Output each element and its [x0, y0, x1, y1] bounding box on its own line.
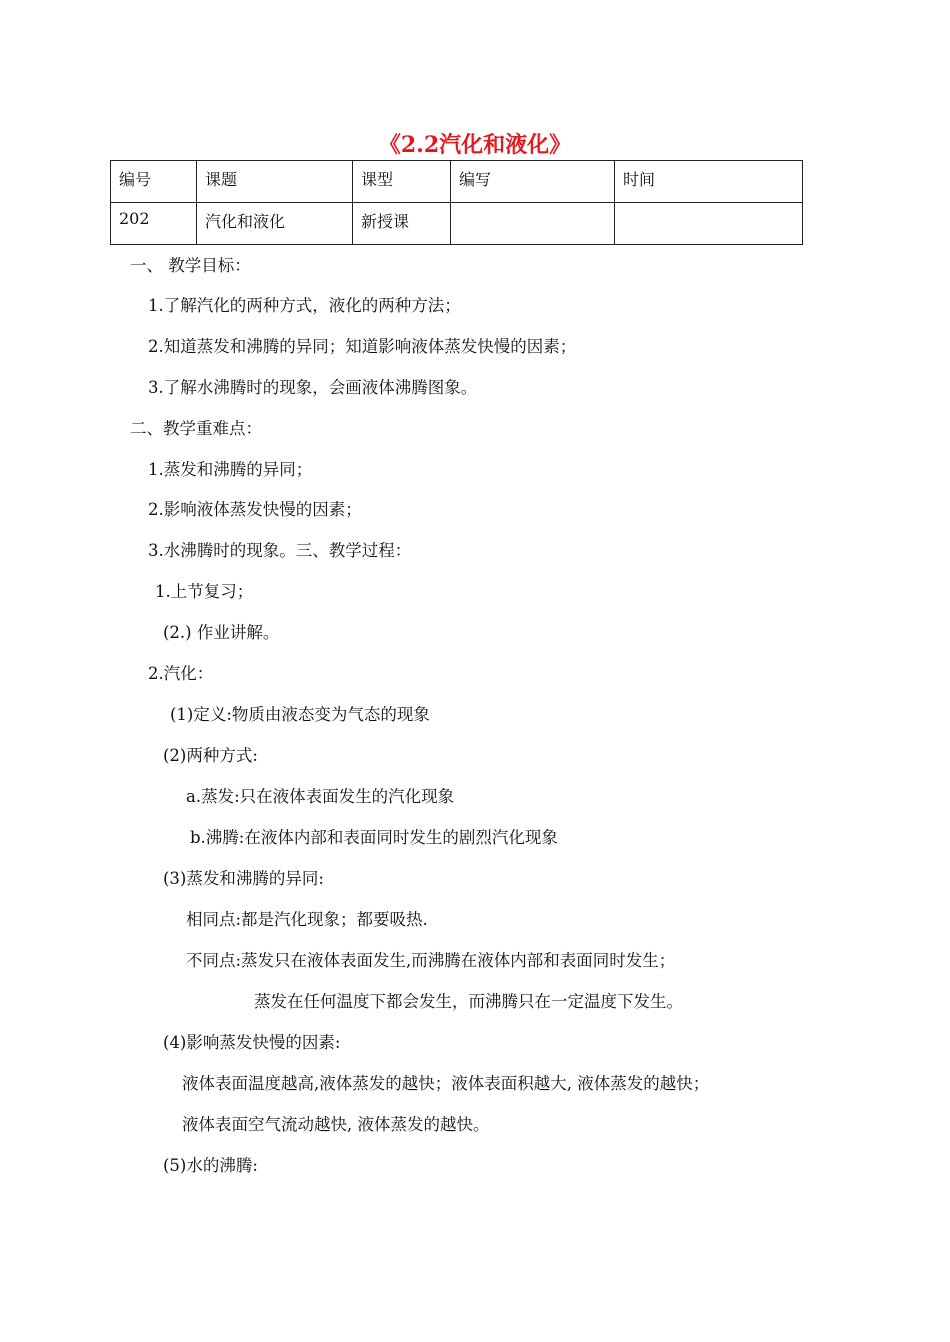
text-line: a.蒸发:只在液体表面发生的汽化现象 [186, 787, 455, 806]
table-cell: 编写 [451, 161, 615, 203]
table-cell: 课题 [197, 161, 353, 203]
table-cell: 时间 [615, 161, 803, 203]
text-line: (2)两种方式: [163, 746, 258, 765]
text-line: (5)水的沸腾: [163, 1156, 258, 1175]
text-line: (3)蒸发和沸腾的异同: [163, 869, 324, 888]
table-header-row [111, 161, 803, 203]
document-title: 《2.2汽化和液化》 [378, 132, 572, 158]
table-cell: 新授课 [353, 203, 451, 245]
text-line: 不同点:蒸发只在液体表面发生,而沸腾在液体内部和表面同时发生； [186, 951, 676, 970]
section-heading: 二、教学重难点： [130, 419, 262, 438]
text-line: (4)影响蒸发快慢的因素: [163, 1033, 341, 1052]
section-heading: 一、 教学目标： [130, 256, 251, 275]
text-line: 2.影响液体蒸发快慢的因素； [148, 500, 362, 519]
text-line: 2.知道蒸发和沸腾的异同；知道影响液体蒸发快慢的因素； [148, 337, 577, 356]
text-line: 液体表面温度越高,液体蒸发的越快；液体表面积越大, 液体蒸发的越快； [182, 1074, 710, 1093]
text-line: 2.汽化： [148, 664, 214, 683]
text-line: 3.了解水沸腾时的现象，会画液体沸腾图象。 [148, 378, 478, 397]
text-line: 1.了解汽化的两种方式，液化的两种方法； [148, 296, 461, 315]
text-line: (2.) 作业讲解。 [163, 623, 280, 642]
text-line: 相同点:都是汽化现象；都要吸热. [186, 910, 428, 929]
table-cell: 汽化和液化 [197, 203, 353, 245]
text-line: 3.水沸腾时的现象。三、教学过程： [148, 541, 412, 560]
text-line: 1.蒸发和沸腾的异同； [148, 460, 313, 479]
text-line: b.沸腾:在液体内部和表面同时发生的剧烈汽化现象 [190, 828, 558, 847]
text-line: 1.上节复习； [155, 582, 254, 601]
table-cell: 编号 [111, 161, 197, 203]
table-cell [451, 203, 615, 245]
info-table [110, 160, 803, 245]
table-cell: 课型 [353, 161, 451, 203]
table-cell: 202 [111, 203, 197, 245]
text-line: (1)定义:物质由液态变为气态的现象 [170, 705, 430, 724]
text-line: 蒸发在任何温度下都会发生，而沸腾只在一定温度下发生。 [254, 992, 683, 1011]
table-row [111, 203, 803, 245]
table-cell [615, 203, 803, 245]
text-line: 液体表面空气流动越快, 液体蒸发的越快。 [182, 1115, 490, 1134]
